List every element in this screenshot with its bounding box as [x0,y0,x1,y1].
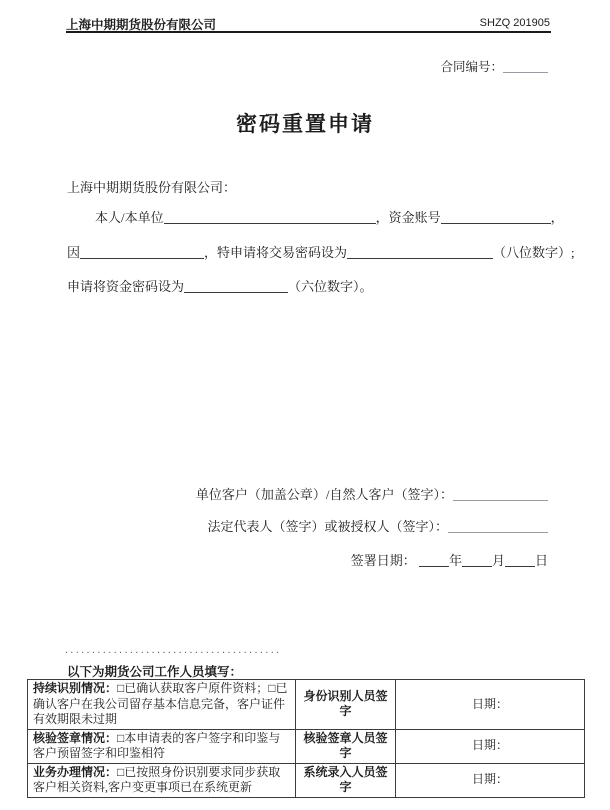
identification-situation-text: □已确认获取客户原件资料；□已确认客户在我公司留存基本信息完备，客户证件有效期限未过期 [33,681,288,726]
identification-situation-label: 持续识别情况： [33,681,118,695]
identification-signer-cell: 身份识别人员签字 [296,680,396,730]
body-line-fund-password [67,276,554,295]
month-label: 月 [491,553,505,568]
header-divider [66,31,551,33]
fund-account-blank [441,209,551,224]
system-entry-signer-cell: 系统录入人员签字 [296,763,396,797]
reason-label: 因 [67,245,81,260]
dotted-separator: ........................................ [64,646,281,655]
page-title: 密码重置申请 [236,112,374,136]
business-handling-cell [28,763,296,797]
seal-verification-text: □本申请表的客户签字和印鉴与客户预留签字和印鉴相符 [33,730,281,760]
applicant-name-blank [164,209,376,224]
staff-table [27,679,585,798]
year-label: 年 [448,553,462,568]
identification-date-cell: 日期： [396,680,585,730]
line1-comma: ， [550,210,564,225]
signing-date-label: 签署日期： [350,553,416,568]
contract-number-line [440,57,548,75]
system-entry-date-cell: 日期： [396,763,585,797]
month-blank [462,552,492,567]
body-line-trade-password [67,242,575,261]
fund-password-label: 申请将资金密码设为 [67,279,185,294]
client-signature-blank [453,486,548,501]
fund-account-label: ，资金账号 [375,210,441,225]
day-blank [505,552,535,567]
trade-password-label: ，特申请将交易密码设为 [204,245,348,260]
representative-signature-blank [448,518,548,533]
seal-verification-cell [28,729,296,763]
contract-number-label: 合同编号： [440,60,503,74]
client-signature-line [196,484,548,503]
identification-situation-cell [28,680,296,730]
representative-signature-line [207,516,548,535]
six-digit-note: （六位数字）。 [288,279,373,294]
company-name: 上海中期期货股份有限公司 [66,18,217,32]
signing-date-line [351,550,548,569]
applicant-label: 本人/本单位 [95,210,164,225]
seal-signer-cell: 核验签章人员签字 [296,729,396,763]
reason-blank [80,244,204,259]
contract-number-blank [503,58,548,73]
business-handling-label: 业务办理情况： [33,764,118,779]
seal-verification-label: 核验签章情况： [33,730,118,745]
year-blank [419,552,449,567]
table-row [28,763,585,797]
seal-date-cell: 日期： [396,729,585,763]
fund-password-blank [184,278,288,293]
table-row [28,680,585,730]
business-handling-text: □已按照身份识别要求同步获取客户相关资料,客户变更事项已在系统更新 [33,764,281,794]
greeting-line: 上海中期期货股份有限公司： [67,180,237,195]
body-line-applicant [67,207,564,226]
table-row [28,729,585,763]
trade-password-blank [347,244,493,259]
day-label: 日 [534,553,548,568]
representative-signature-label: 法定代表人（签字）或被授权人（签字）： [207,519,448,534]
document-code: SHZQ 201905 [479,17,550,29]
client-signature-label: 单位客户（加盖公章）/自然人客户（签字）： [195,487,453,502]
staff-section-heading: 以下为期货公司工作人员填写： [67,665,243,679]
eight-digit-note: （八位数字）; [493,245,575,260]
